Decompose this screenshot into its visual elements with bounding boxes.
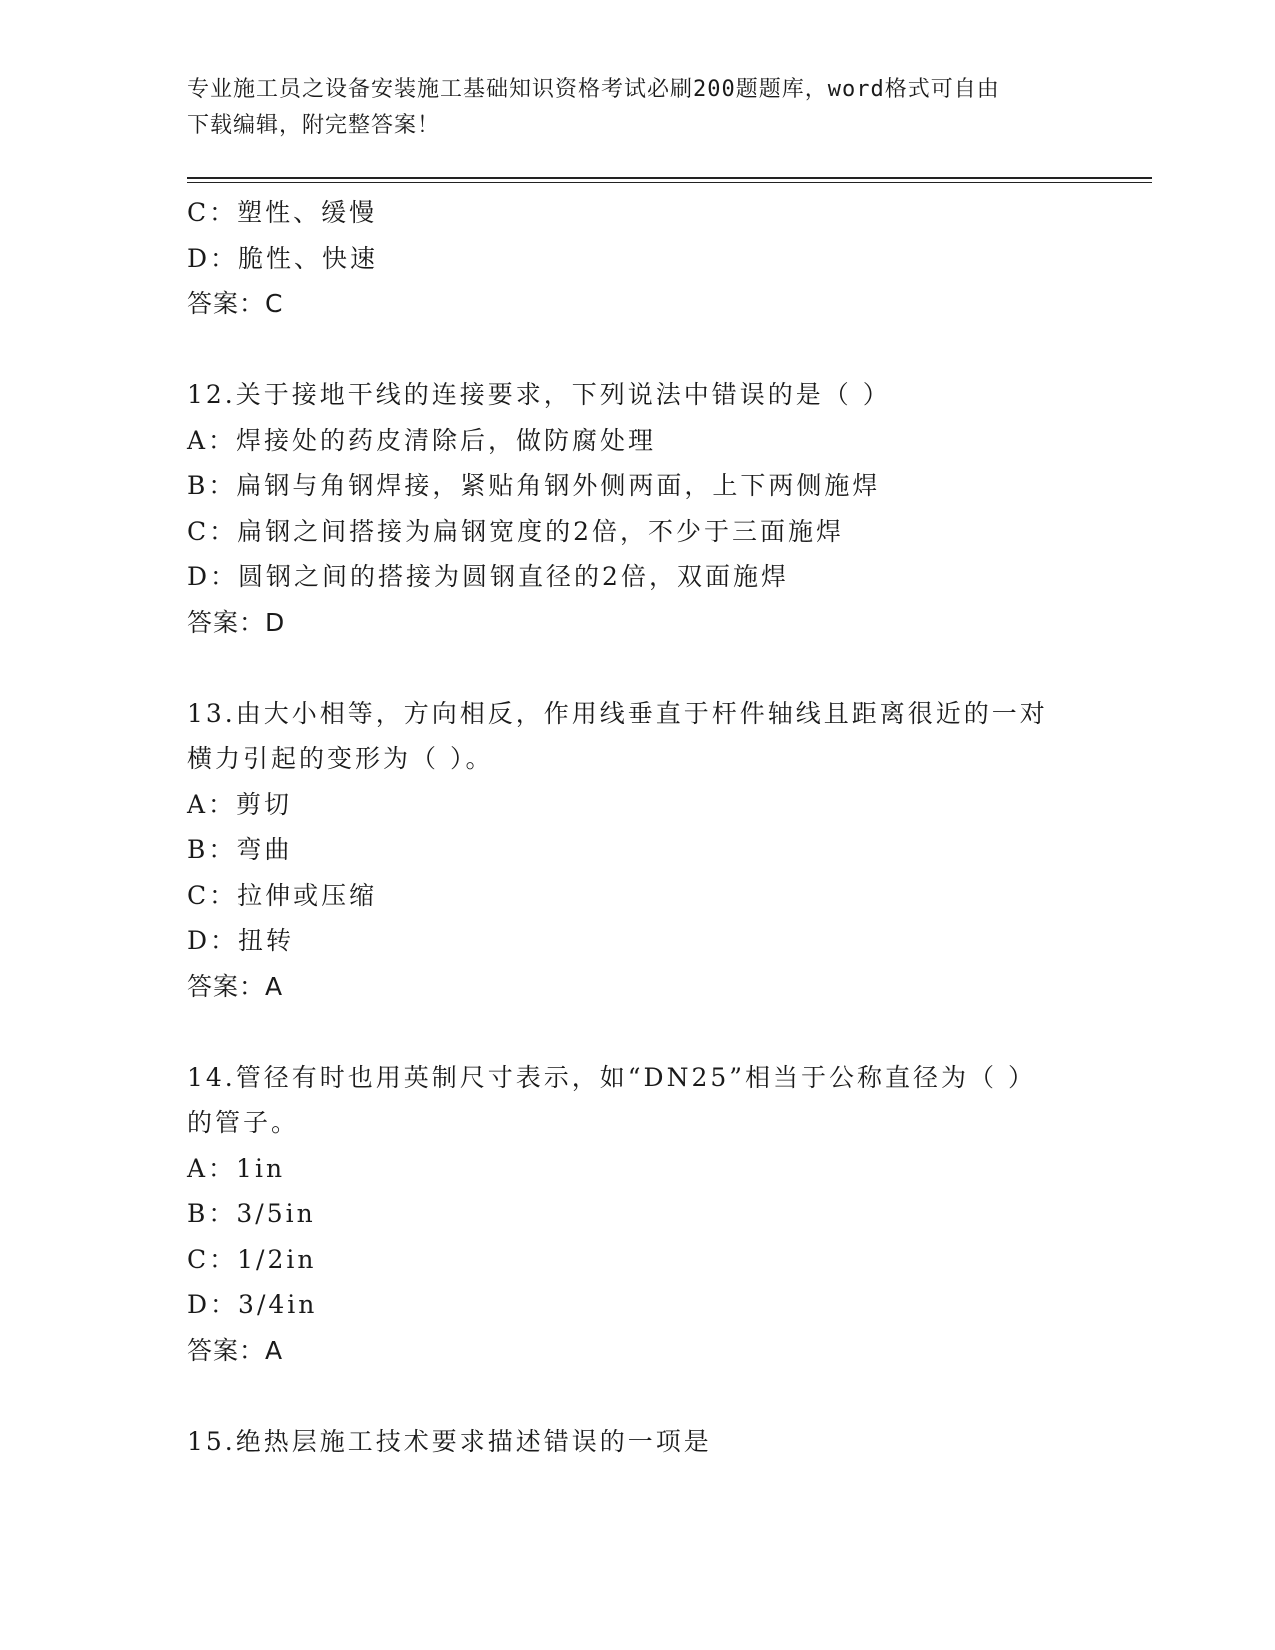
carryover-question [187,190,1087,327]
header-divider [187,177,1152,179]
question-stem: 15.绝热层施工技术要求描述错误的一项是 [187,1426,712,1456]
question-14 [187,1055,1087,1374]
option-c: C：拉伸或压缩 [187,880,378,910]
question-12 [187,372,1087,645]
question-stem-continued: 横力引起的变形为（ ）。 [187,744,494,773]
option-d: D：脆性、快速 [187,243,379,273]
option-b: B：弯曲 [187,835,293,864]
header-line-1: 专业施工员之设备安装施工基础知识资格考试必刷200题题库，word格式可自由 [187,77,1000,102]
question-13 [187,691,1087,1010]
option-c: C：塑性、缓慢 [187,198,378,227]
question-stem: 13.由大小相等，方向相反，作用线垂直于杆件轴线且距离很近的一对 [187,698,1048,728]
option-c: C：1/2in [187,1244,317,1274]
option-d: D：圆钢之间的搭接为圆钢直径的2倍，双面施焊 [187,562,789,591]
question-15 [187,1419,1087,1465]
question-stem: 14.管径有时也用英制尺寸表示，如“DN25”相当于公称直径为（ ） [187,1062,1036,1092]
spacer [187,327,1087,373]
option-a: A：剪切 [187,789,293,819]
header-divider-thin [187,182,1152,183]
answer: 答案：A [187,971,284,1001]
answer: 答案：A [187,1335,284,1365]
option-b: B：扁钢与角钢焊接，紧贴角钢外侧两面，上下两侧施焊 [187,471,881,500]
spacer [187,645,1087,691]
option-a: A：焊接处的药皮清除后，做防腐处理 [187,425,657,455]
option-b: B：3/5in [187,1199,316,1228]
document-header [187,72,1067,144]
spacer [187,1009,1087,1055]
option-d: D：3/4in [187,1290,318,1319]
option-c: C：扁钢之间搭接为扁钢宽度的2倍，不少于三面施焊 [187,516,845,546]
question-stem-continued: 的管子。 [187,1108,300,1137]
document-body [187,190,1087,1464]
question-stem: 12.关于接地干线的连接要求，下列说法中错误的是（ ） [187,380,891,409]
option-d: D：扭转 [187,926,295,955]
spacer [187,1373,1087,1419]
header-line-2: 下载编辑，附完整答案！ [187,113,441,138]
option-a: A：1in [187,1153,286,1183]
answer: 答案：D [187,607,286,637]
answer: 答案：C [187,289,284,318]
